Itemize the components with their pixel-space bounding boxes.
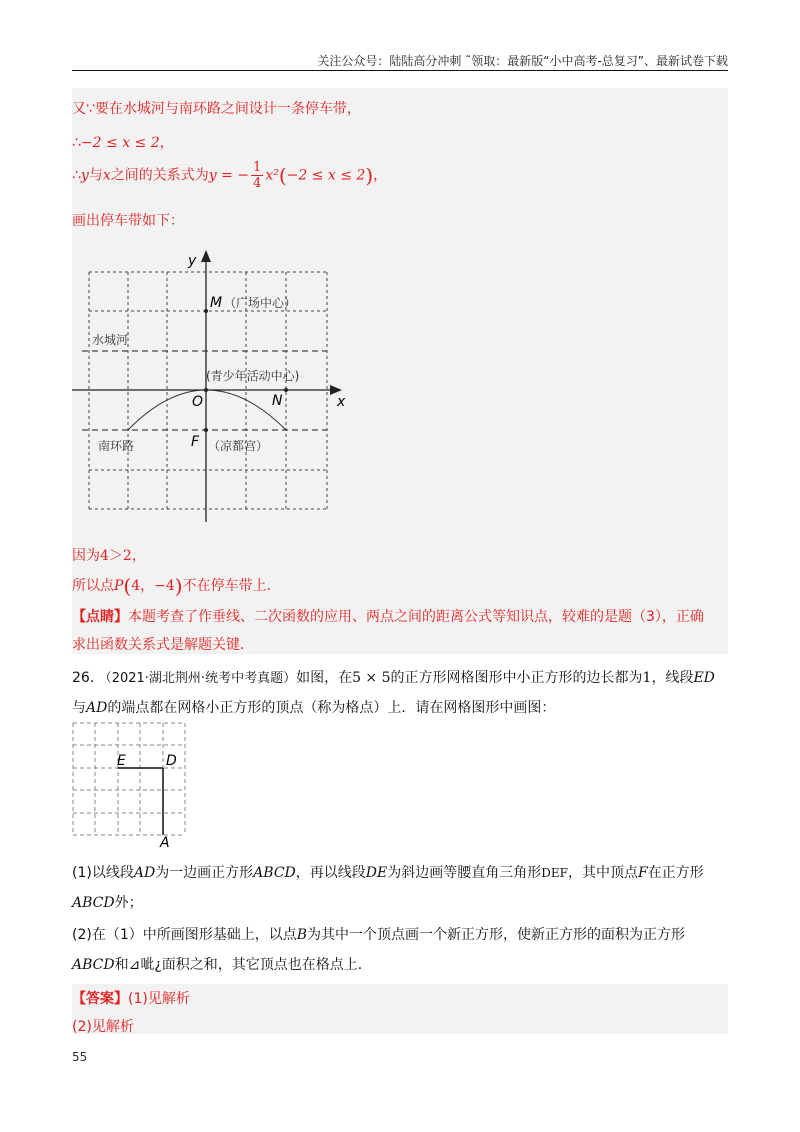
comment-line-1 — [72, 606, 704, 626]
page-number: 55 — [72, 1050, 88, 1064]
y-axis-arrow-icon — [201, 250, 211, 262]
comment-text-1: 本题考查了作垂线、二次函数的应用、两点之间的距离公式等知识点，较难的是题（3），正确 — [128, 609, 704, 625]
square-ABCD-ref: ABCD — [72, 895, 115, 911]
solution-line-6: 所以点P(4，−4)不在停车带上． — [72, 574, 281, 598]
segment-ED: ED — [693, 670, 715, 686]
part-1-text-g: 外； — [114, 895, 143, 911]
solution-line-5 — [72, 545, 146, 565]
therefore-symbol: ∴ — [72, 135, 81, 151]
solution-line-1: 又∵要在水城河与南环路之间设计一条停车带， — [72, 101, 361, 117]
label-plaza-center: （广场中心） — [224, 296, 297, 310]
answer-part-2: (2)见解析 — [72, 1019, 134, 1035]
point-N-dot — [284, 388, 288, 392]
question-text-1c: ，线段 — [651, 670, 694, 686]
comma: ， — [159, 135, 174, 151]
point-M-dot — [204, 309, 208, 313]
triangle-DEF: DEF — [541, 866, 568, 880]
garbled-triangle-name: 呲¿ — [140, 957, 162, 973]
question-line-1 — [72, 667, 715, 687]
part-2-line-2 — [72, 954, 372, 974]
segment-AD: AD — [86, 700, 108, 716]
point-F-dot — [204, 428, 208, 432]
question-text-1a: 如图，在 — [296, 670, 353, 686]
part-2-text-d: 面积之和，其它顶点也在格点上． — [161, 957, 372, 973]
vertex-F: F — [637, 865, 648, 881]
question-text-1b: 的正方形网格图形中小正方形的边长都为 — [390, 670, 643, 686]
solution-line-2 — [72, 132, 174, 152]
segment-DE-ref: DE — [365, 865, 388, 881]
question-number: 26. — [72, 670, 95, 686]
text-because: 因为 — [72, 548, 100, 564]
unit-length: 1 — [642, 670, 652, 686]
y-axis-label: y — [188, 253, 197, 269]
part-2-line-1 — [72, 924, 685, 944]
part-2-text-b: 为其中一个顶点画一个新正方形，使新正方形的面积为正方形 — [307, 927, 686, 943]
point-P-coords: 4，−4 — [131, 578, 175, 594]
part-2-text-c: 和⊿ — [114, 957, 141, 973]
point-M-label: M — [210, 295, 223, 311]
point-B: B — [296, 927, 308, 943]
comment-tag: 【点睛】 — [72, 609, 128, 625]
comment-line-2: 求出函数关系式是解题关键． — [72, 637, 254, 653]
part-1-text-f: 在正方形 — [647, 865, 704, 881]
part-1-line-2 — [72, 892, 143, 912]
question-text-2a: 与 — [72, 700, 86, 716]
comma: ， — [373, 167, 388, 184]
answer-part-1: (1)见解析 — [128, 991, 190, 1007]
header-rule — [72, 70, 728, 71]
point-N-label: N — [272, 393, 283, 409]
point-O-label: O — [192, 394, 204, 410]
fraction — [251, 160, 263, 191]
answer-line-1 — [72, 988, 190, 1008]
solution-line-3: ∴y与x之间的关系式为y = − $\frac{1}{4}$ x²(−2 ≤ x ≤ 2)， — [72, 160, 388, 191]
part-1-text-b: 为一边画正方形 — [155, 865, 254, 881]
part-1-text-c: ，再以线段 — [295, 865, 366, 881]
label-river: 水城河 — [92, 333, 129, 347]
var-x: x — [102, 167, 111, 184]
segment-AD-ref: AD — [133, 865, 156, 881]
fraction-denominator: 4 — [253, 176, 262, 191]
page-header: 关注公众号：陆陆高分冲刺 ˜领取：最新版“小中高考-总复习”、最新试卷下载 — [317, 54, 728, 68]
label-youth-center: (青少年活动中心) — [206, 369, 300, 383]
grid-lines — [73, 723, 185, 835]
function-rhs: x² — [265, 167, 279, 184]
solution-line-4: 画出停车带如下： — [72, 213, 184, 229]
domain-inequality: −2 ≤ x ≤ 2 — [80, 135, 160, 151]
question-text-2b: 的端点都在网格小正方形的顶点（称为格点）上．请在网格图形中画图： — [107, 700, 556, 716]
text-relation: 之间的关系式为 — [110, 167, 209, 184]
square-ABCD-ref-2: ABCD — [72, 957, 115, 973]
point-O-dot — [204, 388, 208, 392]
function-domain: −2 ≤ x ≤ 2 — [286, 167, 366, 184]
parking-zone-diagram — [72, 244, 362, 529]
point-F-label: F — [191, 434, 200, 450]
comma: ， — [131, 548, 146, 564]
question-line-2 — [72, 697, 555, 717]
part-1-text-a: (1)以线段 — [72, 865, 134, 881]
grid-size: 5 × 5 — [352, 670, 391, 686]
function-lhs: y = − — [208, 167, 250, 184]
label-south-road: 南环路 — [98, 439, 135, 453]
therefore-symbol: ∴ — [72, 167, 81, 184]
var-y: y — [80, 167, 89, 184]
part-1-text-d: 为斜边画等腰直角三角形 — [387, 865, 542, 881]
point-P: P — [114, 578, 124, 594]
question-source: （2021·湖北荆州·统考中考真题） — [98, 671, 297, 686]
part-2-text-a: (2)在（1）中所画图形基础上，以点 — [72, 927, 297, 943]
parabola-curve — [128, 390, 286, 430]
x-axis-label: x — [337, 394, 346, 410]
point-E-label: E — [117, 753, 126, 769]
square-ABCD: ABCD — [253, 865, 296, 881]
part-1-text-e: ，其中顶点 — [567, 865, 638, 881]
comparison: 4＞2 — [100, 548, 132, 564]
point-A-label: A — [160, 835, 170, 850]
part-1-line-1 — [72, 862, 704, 882]
text-not-in-zone: 不在停车带上． — [182, 578, 281, 594]
text-so-point: 所以点 — [72, 578, 114, 594]
label-liangdu-palace: （凉都宫） — [208, 439, 269, 453]
grid-figure — [70, 720, 200, 850]
fraction-numerator: 1 — [253, 160, 262, 175]
text-and: 与 — [88, 167, 103, 184]
point-D-label: D — [166, 753, 177, 769]
answer-tag: 【答案】 — [72, 991, 128, 1007]
